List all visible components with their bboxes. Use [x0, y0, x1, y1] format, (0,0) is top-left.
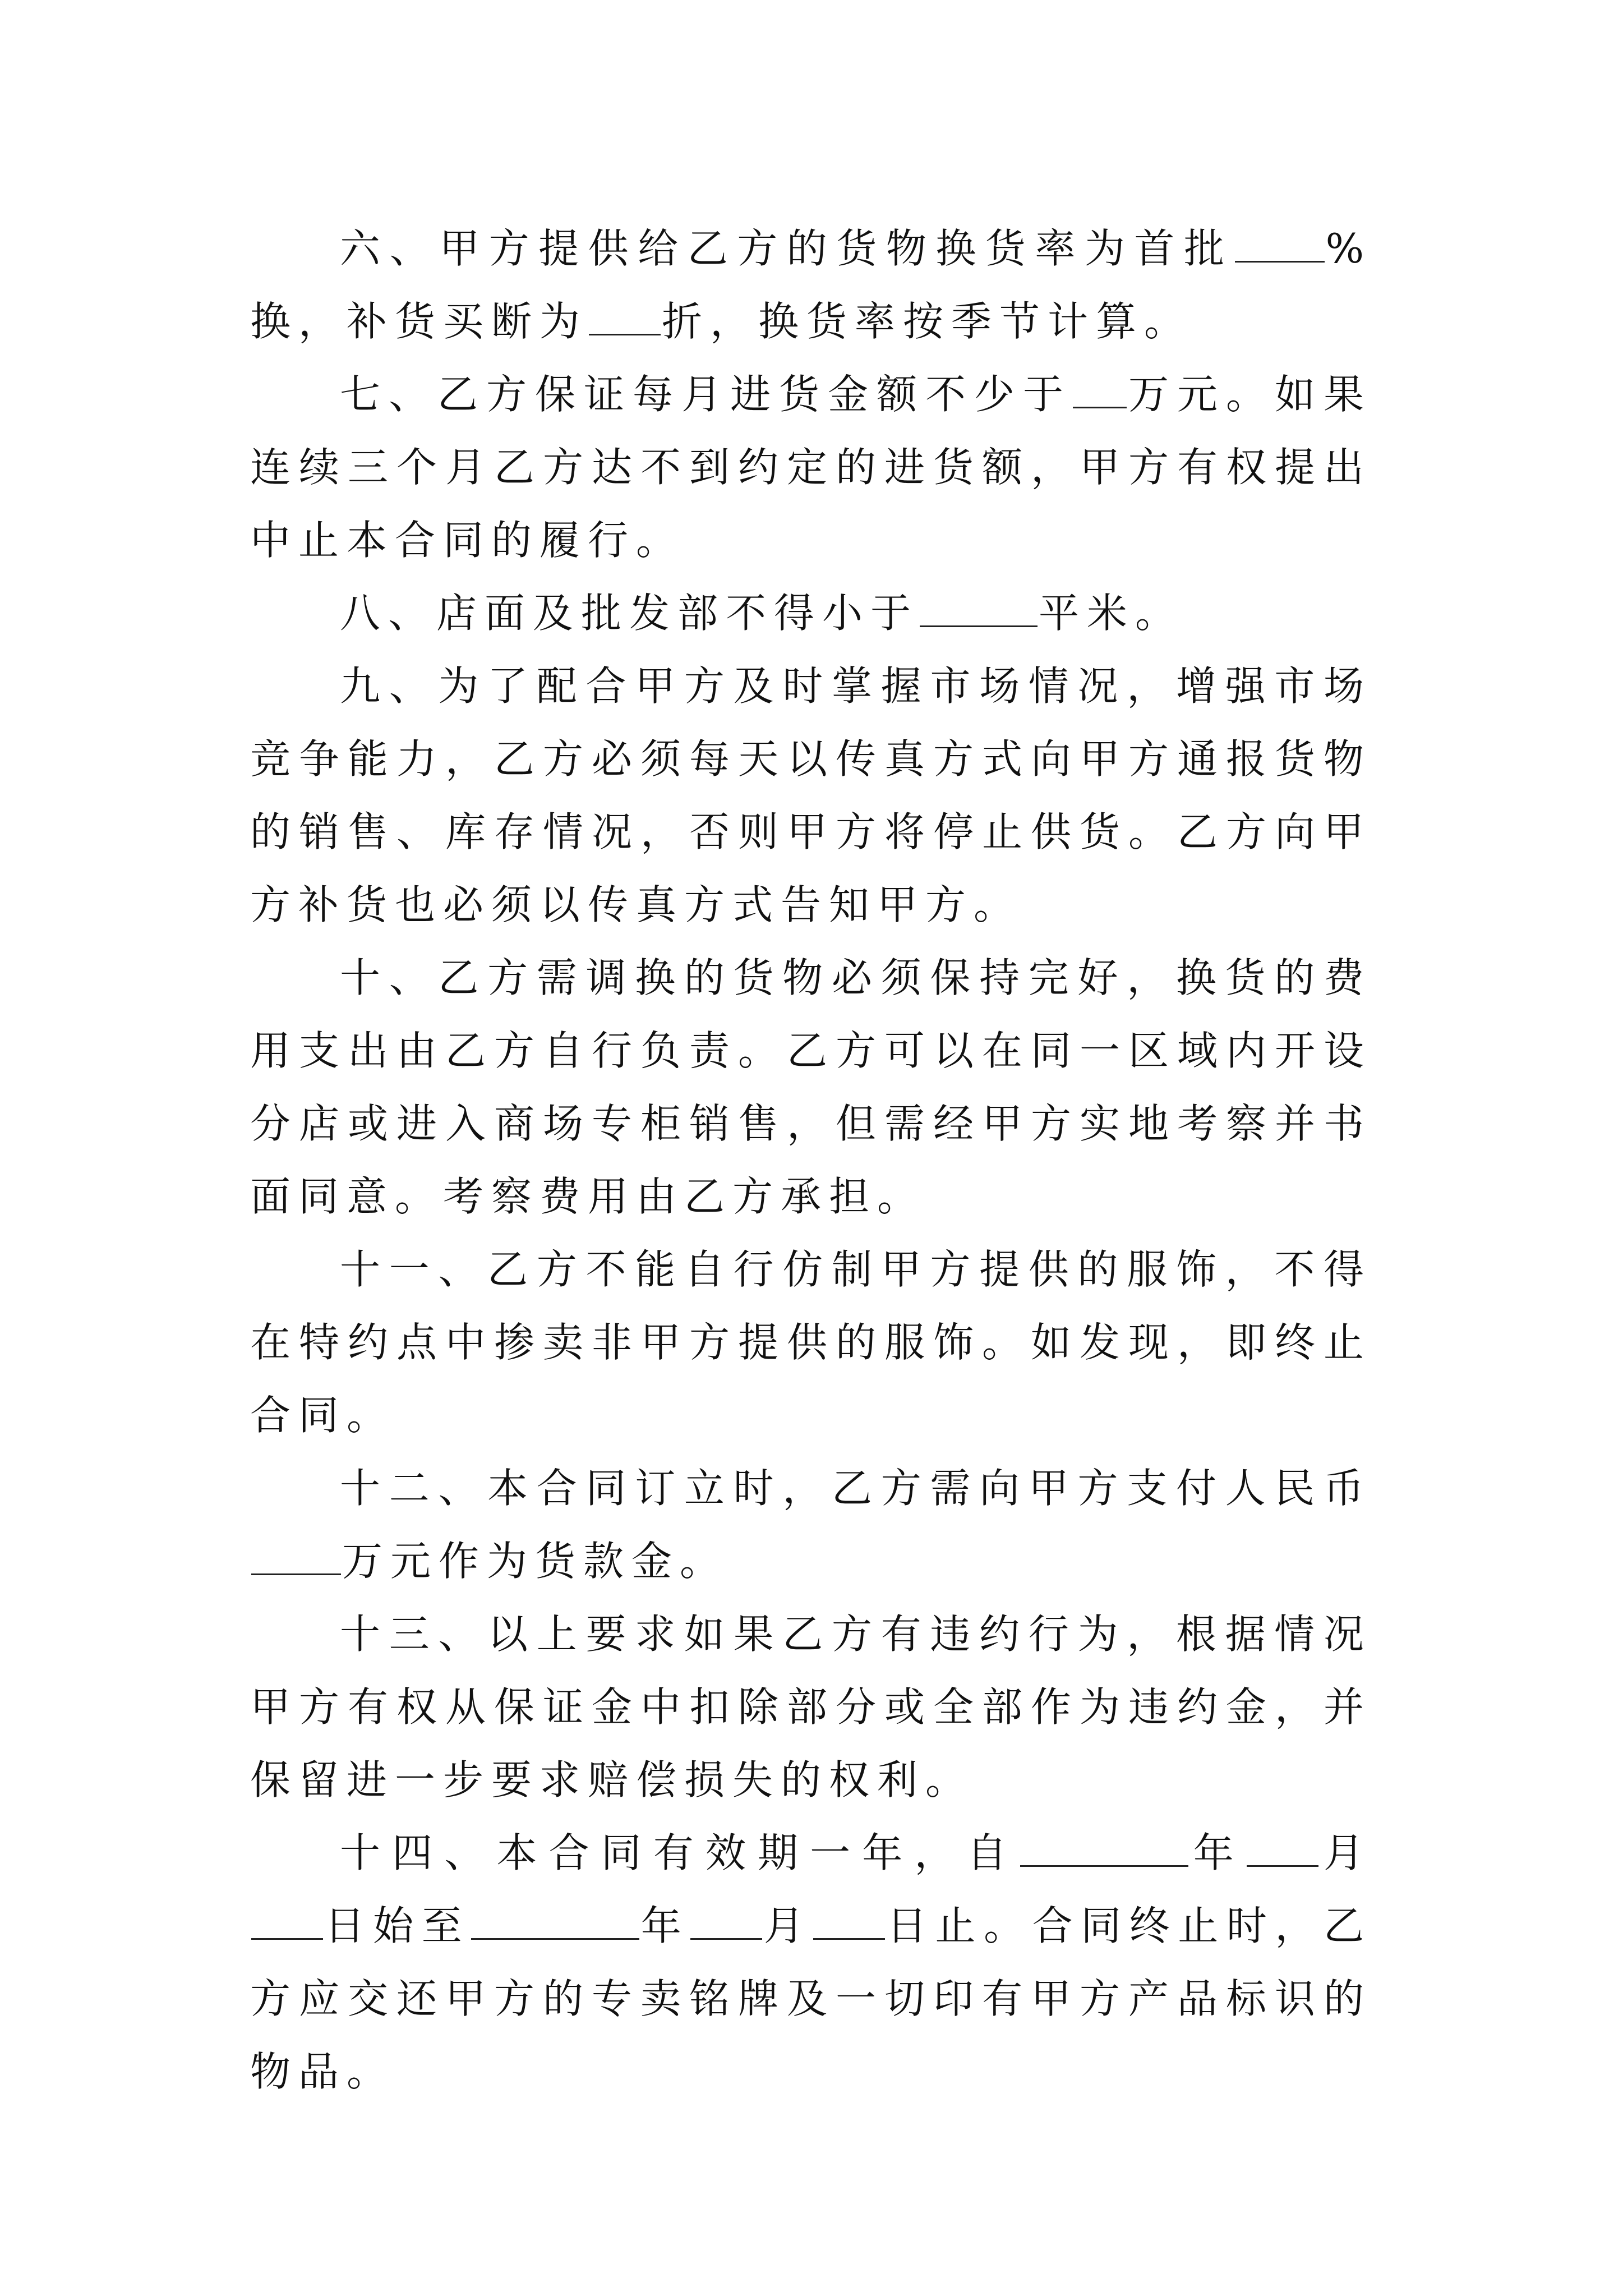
fill-in-blank[interactable] [1020, 1829, 1188, 1867]
fill-in-blank[interactable] [690, 1902, 762, 1940]
paragraph-text: 八、店面及批发部不得小于 [340, 590, 919, 637]
fill-in-blank[interactable] [920, 590, 1038, 627]
paragraph-text: 六、甲方提供给乙方的货物换货率为首批 [340, 225, 1234, 272]
paragraph-text: 日始至 [324, 1902, 471, 1949]
contract-clause-11 [250, 1233, 1372, 1452]
contract-clause-14 [250, 1816, 1372, 2108]
paragraph-text: 月 [763, 1902, 813, 1949]
fill-in-blank[interactable] [813, 1902, 885, 1940]
paragraph-text: 十四、本合同有效期一年，自 [340, 1829, 1019, 1876]
fill-in-blank[interactable] [251, 1902, 323, 1940]
document-body [250, 212, 1372, 2108]
paragraph-text: 平米。 [1039, 590, 1184, 637]
paragraph-text: 十二、本合同订立时，乙方需向甲方支付人民币 [340, 1465, 1372, 1512]
paragraph-text: %换，补货买断为 [250, 225, 1372, 345]
contract-clause-12 [250, 1452, 1372, 1598]
fill-in-blank[interactable] [1073, 371, 1127, 408]
paragraph-text: 折，换货率按季节计算。 [662, 298, 1193, 345]
fill-in-blank[interactable] [1235, 225, 1325, 263]
contract-clause-6 [250, 212, 1372, 358]
contract-clause-13 [250, 1598, 1372, 1816]
contract-clause-10 [250, 941, 1372, 1233]
contract-clause-7 [250, 358, 1372, 577]
paragraph-text: 十、乙方需调换的货物必须保持完好，换货的费用支出由乙方自行负责。乙方可以在同一区域内开设分店或进入商场专柜销售，但需经甲方实地考察并书面同意。考察费用由乙方承担。 [250, 954, 1372, 1220]
fill-in-blank[interactable] [471, 1902, 639, 1940]
fill-in-blank[interactable] [1247, 1829, 1318, 1867]
paragraph-text: 十三、以上要求如果乙方有违约行为，根据情况甲方有权从保证金中扣除部分或全部作为违约金，并保留进一步要求赔偿损失的权利。 [250, 1611, 1372, 1803]
paragraph-text: 万元。如果连续三个月乙方达不到约定的进货额，甲方有权提出中止本合同的履行。 [250, 371, 1372, 564]
fill-in-blank[interactable] [589, 298, 661, 335]
paragraph-text: 年 [640, 1902, 690, 1949]
paragraph-text: 九、为了配合甲方及时掌握市场情况，增强市场竞争能力，乙方必须每天以传真方式向甲方通报货物的销售、库存情况，否则甲方将停止供货。乙方向甲方补货也必须以传真方式告知甲方。 [250, 662, 1372, 928]
fill-in-blank[interactable] [251, 1538, 341, 1575]
contract-clause-8 [250, 577, 1372, 650]
paragraph-text: 七、乙方保证每月进货金额不少于 [340, 371, 1072, 418]
paragraph-text: 万元作为货款金。 [342, 1538, 728, 1585]
paragraph-text: 十一、乙方不能自行仿制甲方提供的服饰，不得在特约点中掺卖非甲方提供的服饰。如发现，即终止合同。 [250, 1246, 1372, 1439]
paragraph-text: 年 [1189, 1829, 1246, 1876]
paragraph-text: 日止。合同终止时，乙方应交还甲方的专卖铭牌及一切印有甲方产品标识的物品。 [250, 1902, 1372, 2095]
contract-clause-9 [250, 650, 1372, 941]
paragraph-text: 月 [1319, 1829, 1372, 1876]
